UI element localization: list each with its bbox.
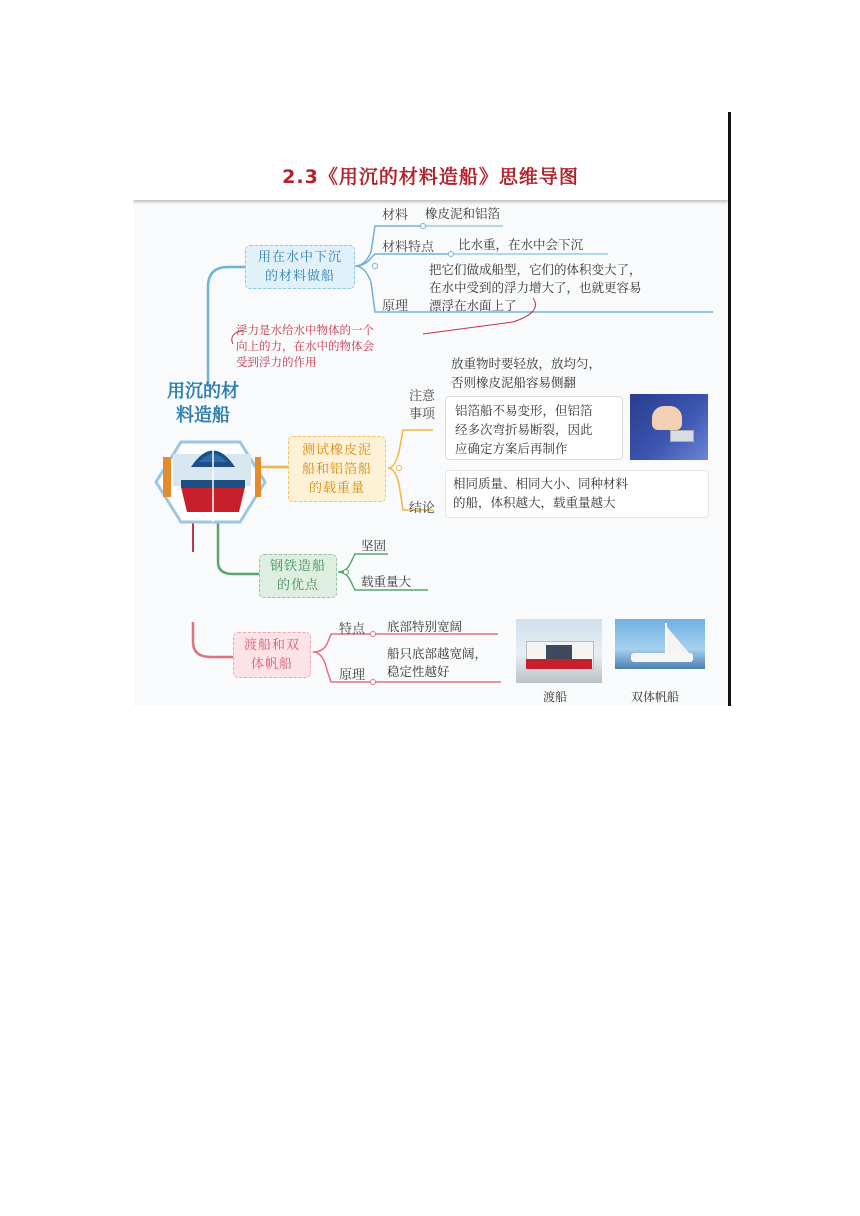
attention-a-line-1: 放重物时要轻放，放均匀， xyxy=(451,356,602,371)
attention-a-line-2: 否则橡皮泥船容易侧翻 xyxy=(451,375,577,390)
ferry-principle-line-1: 船只底部越宽阔， xyxy=(387,646,488,661)
advantage-sturdy: 坚固 xyxy=(361,538,387,553)
principle-label: 原理 xyxy=(382,299,409,314)
feature-value: 底部特别宽阔 xyxy=(387,619,463,634)
ferry-photo xyxy=(516,619,602,683)
attention-label: 注意 事项 xyxy=(409,389,436,422)
material-label: 材料 xyxy=(382,208,409,223)
hand-with-foil-photo xyxy=(630,394,708,460)
attention-b-line-3: 应确定方案后再制作 xyxy=(455,441,568,456)
mind-map xyxy=(133,112,728,706)
branch-steel-advantages: 钢铁造船 的优点 xyxy=(259,554,337,598)
material-value: 橡皮泥和铝箔 xyxy=(425,206,501,221)
advantage-capacity: 载重量大 xyxy=(361,574,412,589)
material-feature-label: 材料特点 xyxy=(382,240,435,255)
branch-ferry-catamaran: 渡船和双 体帆船 xyxy=(233,632,311,678)
ferry-caption: 渡船 xyxy=(543,690,568,704)
principle-line-1: 把它们做成船型，它们的体积变大了， xyxy=(429,262,642,277)
attention-b-line-2: 经多次弯折易断裂，因此 xyxy=(455,422,593,437)
material-feature-value: 比水重，在水中会下沉 xyxy=(458,237,584,252)
conclusion-line-2: 的船，体积越大，载重量越大 xyxy=(453,495,616,510)
catamaran-photo xyxy=(615,619,705,669)
central-topic: 用沉的材 料造船 xyxy=(167,381,239,426)
catamaran-caption: 双体帆船 xyxy=(631,690,680,704)
conclusion-label: 结论 xyxy=(409,501,436,516)
page-title: 2.3《用沉的材料造船》思维导图 xyxy=(282,166,579,188)
branch-load-test: 测试橡皮泥 船和铝箔船 的载重量 xyxy=(288,436,386,502)
feature-label: 特点 xyxy=(339,622,366,637)
buoyancy-note: 浮力是水给水中物体的一个 向上的力，在水中的物体会 受到浮力的作用 xyxy=(236,323,374,369)
branch-sinking-materials: 用在水中下沉 的材料做船 xyxy=(245,245,355,289)
conclusion-line-1: 相同质量、相同大小、同种材料 xyxy=(453,476,629,491)
ferry-principle-line-2: 稳定性越好 xyxy=(387,664,450,679)
principle-label-2: 原理 xyxy=(339,668,366,683)
attention-b-line-1: 铝箔船不易变形，但铝箔 xyxy=(455,403,593,418)
principle-line-3: 漂浮在水面上了 xyxy=(429,298,517,313)
page-border xyxy=(728,112,731,706)
principle-line-2: 在水中受到的浮力增大了，也就更容易 xyxy=(429,280,642,295)
